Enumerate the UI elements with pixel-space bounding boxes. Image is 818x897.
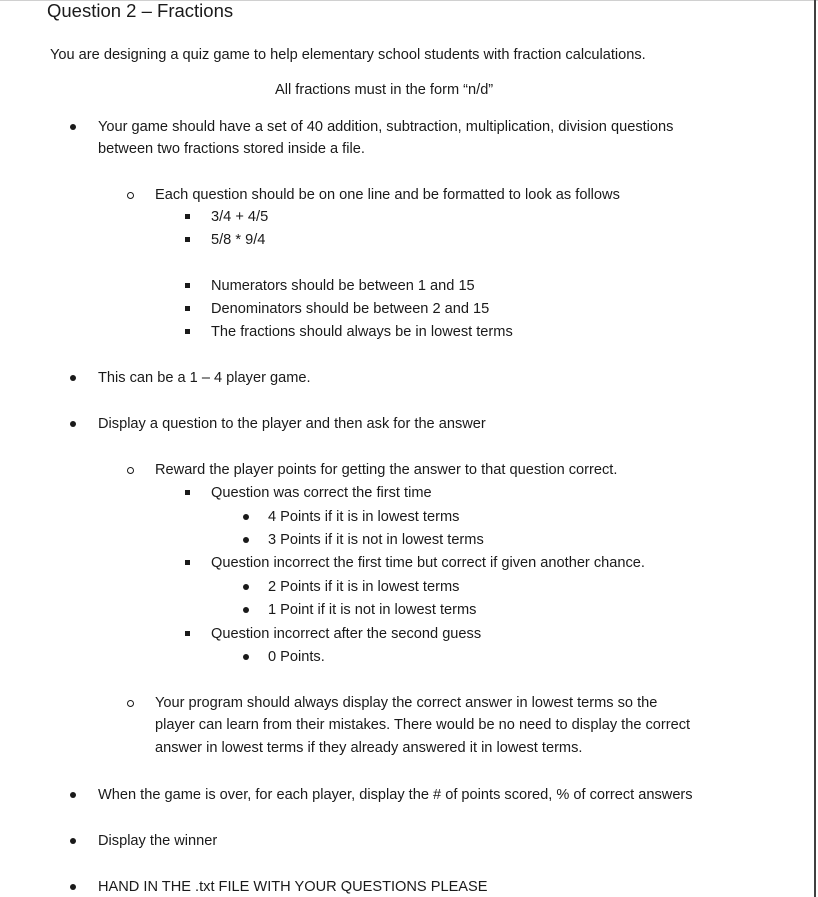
bullet-dot-icon — [70, 884, 76, 890]
list-item: 1 Point if it is not in lowest terms — [268, 602, 477, 618]
list-item: This can be a 1 – 4 player game. — [98, 370, 311, 386]
list-item-continuation: player can learn from their mistakes. There would be no need to display the correct — [155, 717, 691, 733]
list-item: The fractions should always be in lowest terms — [211, 324, 513, 340]
bullet-dot-icon — [70, 421, 76, 427]
list-item: Your game should have a set of 40 addition, subtraction, multiplication, division questions — [98, 119, 674, 135]
bullet-dot-icon — [70, 792, 76, 798]
bullet-square-icon — [185, 560, 190, 565]
list-item: When the game is over, for each player, display the # of points scored, % of correct answers — [98, 787, 693, 803]
bullet-square-icon — [185, 631, 190, 636]
list-item-continuation: between two fractions stored inside a file. — [98, 141, 365, 157]
bullet-dot-icon — [243, 537, 249, 543]
list-item: Question incorrect after the second guess — [211, 626, 482, 642]
bullet-square-icon — [185, 283, 190, 288]
list-item: Reward the player points for getting the answer to that question correct. — [155, 462, 618, 478]
list-item-continuation: answer in lowest terms if they already answered it in lowest terms. — [155, 740, 583, 756]
bullet-square-icon — [185, 490, 190, 495]
list-item: 2 Points if it is in lowest terms — [268, 579, 460, 595]
bullet-circle-icon — [127, 467, 134, 474]
intro-text: You are designing a quiz game to help elementary school students with fraction calculations. — [50, 47, 646, 63]
bullet-dot-icon — [243, 514, 249, 520]
list-item: Display a question to the player and then ask for the answer — [98, 416, 486, 432]
list-item: 0 Points. — [268, 649, 325, 665]
list-item: 3 Points if it is not in lowest terms — [268, 532, 484, 548]
example-question: 3/4 + 4/5 — [211, 209, 269, 225]
format-note: All fractions must in the form “n/d” — [275, 82, 494, 98]
bullet-dot-icon — [243, 607, 249, 613]
bullet-square-icon — [185, 214, 190, 219]
bullet-dot-icon — [243, 584, 249, 590]
page-title: Question 2 – Fractions — [47, 0, 234, 21]
list-item: 4 Points if it is in lowest terms — [268, 509, 460, 525]
list-item: Display the winner — [98, 833, 218, 849]
bullet-dot-icon — [70, 124, 76, 130]
bullet-square-icon — [185, 306, 190, 311]
bullet-square-icon — [185, 329, 190, 334]
bullet-dot-icon — [70, 838, 76, 844]
list-item: Your program should always display the correct answer in lowest terms so the — [155, 695, 658, 711]
bullet-dot-icon — [243, 654, 249, 660]
list-item: Denominators should be between 2 and 15 — [211, 301, 490, 317]
bullet-circle-icon — [127, 700, 134, 707]
list-item: HAND IN THE .txt FILE WITH YOUR QUESTIONS PLEASE — [98, 879, 488, 895]
bullet-dot-icon — [70, 375, 76, 381]
list-item: Question incorrect the first time but correct if given another chance. — [211, 555, 645, 571]
bullet-circle-icon — [127, 192, 134, 199]
bullet-square-icon — [185, 237, 190, 242]
list-item: Question was correct the first time — [211, 485, 432, 501]
page-right-border — [814, 0, 816, 897]
list-item: Each question should be on one line and be formatted to look as follows — [155, 187, 620, 203]
list-item: Numerators should be between 1 and 15 — [211, 278, 475, 294]
example-question: 5/8 * 9/4 — [211, 232, 266, 248]
